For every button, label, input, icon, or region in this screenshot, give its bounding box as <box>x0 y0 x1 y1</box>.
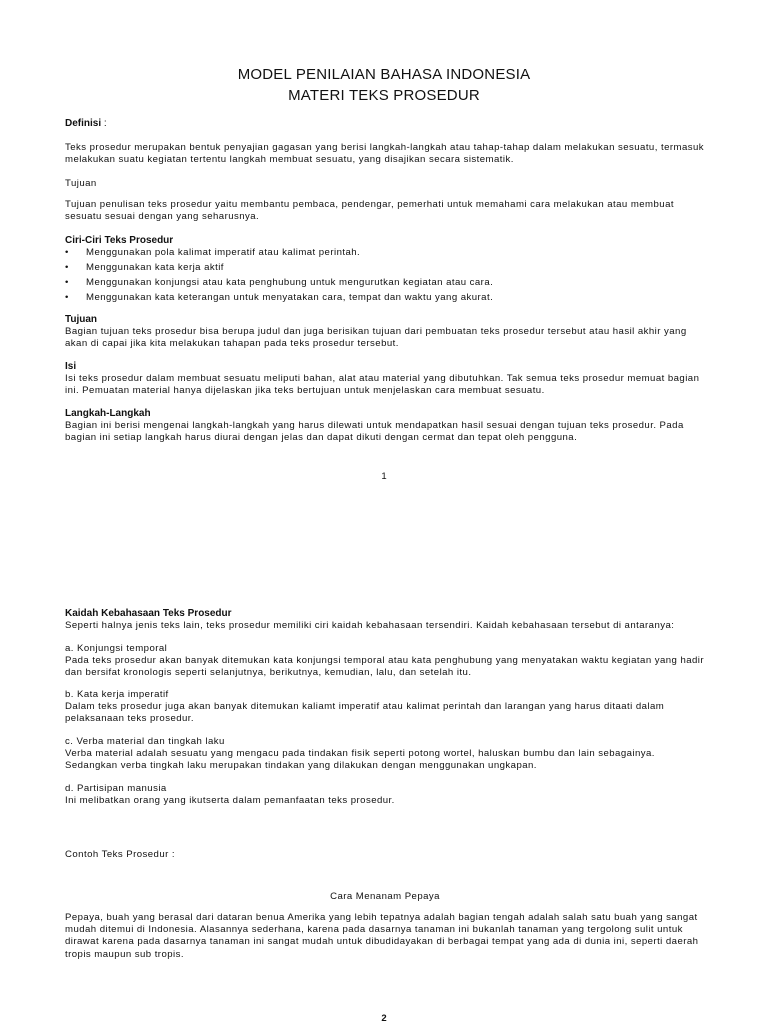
isi-paragraph: Isi teks prosedur dalam membuat sesuatu meliputi bahan, alat atau material yang dibutuhkan. Tak semua teks prosedur memuat bagian ini. Pemuatan material hanya dijelaskan jika teks bertujuan untuk menjelaskan cara membuat sesuatu. <box>65 373 700 397</box>
contoh-label: Contoh Teks Prosedur : <box>65 849 175 860</box>
list-item: • Menggunakan kata kerja aktif <box>65 260 705 275</box>
list-item: • Menggunakan pola kalimat imperatif atau kalimat perintah. <box>65 245 705 260</box>
page-number-1: 1 <box>381 471 387 482</box>
kaidah-a-label: a. Konjungsi temporal <box>65 643 168 654</box>
kaidah-a-paragraph: Pada teks prosedur akan banyak ditemukan kata konjungsi temporal atau kata penghubung yang menyatakan waktu kegiatan yang hadir dan bersifat kronologis seperti selanjutnya, berikutnya, kemudian, lalu, dan setelah itu. <box>65 655 705 679</box>
contoh-title: Cara Menanam Pepaya <box>330 891 440 902</box>
kaidah-b-label: b. Kata kerja imperatif <box>65 689 169 700</box>
kaidah-d-paragraph: Ini melibatkan orang yang ikutserta dalam pemanfaatan teks prosedur. <box>65 795 395 806</box>
langkah-paragraph: Bagian ini berisi mengenai langkah-langkah yang harus dilewati untuk mendapatkan hasil sesuai dengan tujuan teks prosedur. Pada bagian ini setiap langkah harus diurai dengan jelas dan dapat dikuti dengan cermat dan tepat oleh pengguna. <box>65 420 684 444</box>
list-item: • Menggunakan konjungsi atau kata penghubung untuk mengurutkan kegiatan atau cara. <box>65 275 705 290</box>
ciri-list <box>65 245 705 305</box>
kaidah-c-paragraph: Verba material adalah sesuatu yang mengacu pada tindakan fisik seperti potong wortel, haluskan bumbu dan lain sebagainya. Sedangkan verba tingkah laku merupakan tindakan yang dilakukan dengan menggunakan ungkapan. <box>65 748 655 772</box>
document-title: MODEL PENILAIAN BAHASA INDONESIA <box>237 66 531 83</box>
definisi-paragraph: Teks prosedur merupakan bentuk penyajian gagasan yang berisi langkah-langkah atau tahap-tahap dalam melakukan sesuatu, termasuk melakukan suatu kegiatan tertentu langkah membuat sesuatu, yang disajikan secara sistematik. <box>65 142 705 166</box>
page-number-2: 2 <box>381 1013 387 1024</box>
definisi-heading-label: Definisi <box>65 118 102 129</box>
struktur-tujuan-paragraph: Bagian tujuan teks prosedur bisa berupa judul dan juga berisikan tujuan dari pembuatan teks prosedur tersebut atau hasil akhir yang akan di capai jika kita melakukan tahapan pada teks prosedur tersebut. <box>65 326 687 350</box>
definisi-heading <box>65 118 705 130</box>
struktur-tujuan-heading: Tujuan <box>65 314 98 325</box>
kaidah-paragraph: Seperti halnya jenis teks lain, teks prosedur memiliki ciri kaidah kebahasaan tersendiri. Kaidah kebahasaan tersebut di antaranya: <box>65 620 675 631</box>
kaidah-heading: Kaidah Kebahasaan Teks Prosedur <box>65 608 232 619</box>
kaidah-d-label: d. Partisipan manusia <box>65 783 167 794</box>
kaidah-b-paragraph: Dalam teks prosedur juga akan banyak ditemukan kaliamt imperatif atau kalimat perintah dan larangan yang harus ditaati dalam pelaksanaan teks prosedur. <box>65 701 665 725</box>
document-subtitle: MATERI TEKS PROSEDUR <box>288 87 480 104</box>
contoh-paragraph: Pepaya, buah yang berasal dari dataran benua Amerika yang lebih tepatnya adalah bagian tengah adalah salah satu buah yang sangat mudah ditemui di Indonesia. Alasannya sederhana, karena pada dasarnya tanaman ini bukanlah tanaman yang tergolong sulit untuk dirawat karena pada dasarnya tanaman ini sangat mudah untuk dibudidayakan di berbagai tempat yang ada di dunia ini, seperti daerah tropis maupun sub tropis. <box>65 912 699 960</box>
langkah-heading: Langkah-Langkah <box>65 408 151 419</box>
tujuan-paragraph: Tujuan penulisan teks prosedur yaitu membantu pembaca, pendengar, pemerhati untuk memahami cara melakukan atau membuat sesuatu sesuai dengan yang seharusnya. <box>65 199 674 223</box>
kaidah-c-label: c. Verba material dan tingkah laku <box>65 736 225 747</box>
isi-heading: Isi <box>65 361 77 372</box>
list-item: • Menggunakan kata keterangan untuk menyatakan cara, tempat dan waktu yang akurat. <box>65 290 705 305</box>
tujuan-label: Tujuan <box>65 178 97 189</box>
ciri-heading: Ciri-Ciri Teks Prosedur <box>65 235 174 246</box>
definisi-colon: : <box>101 118 107 129</box>
